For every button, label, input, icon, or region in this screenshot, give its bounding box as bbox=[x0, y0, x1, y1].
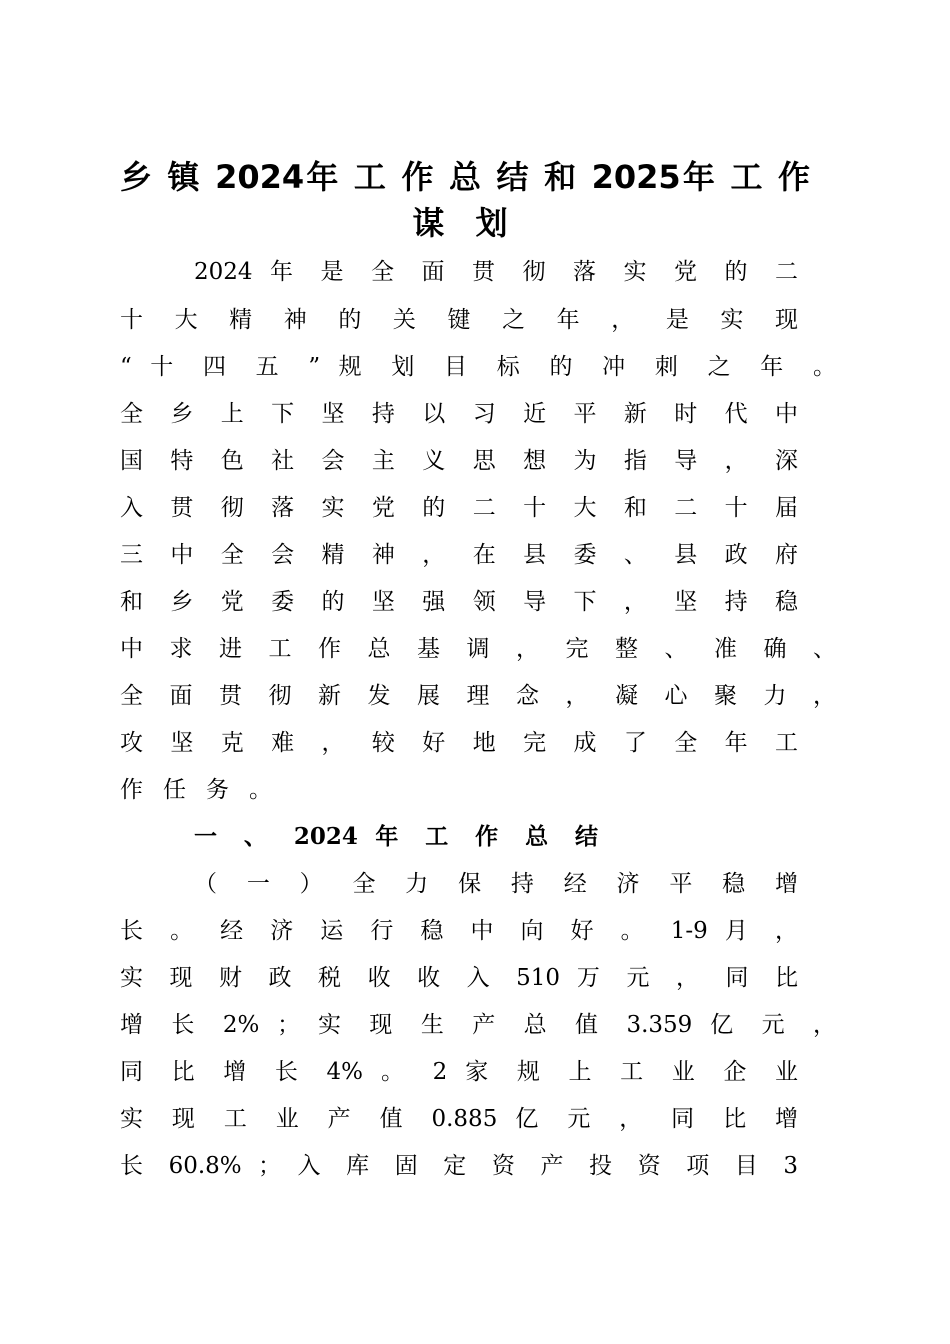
section-line: 实 现 财 政 税 收 收 入 510 万 元 ， 同 比 bbox=[120, 965, 798, 991]
intro-line: 三 中 全 会 精 神 ， 在 县 委 、 县 政 府 bbox=[120, 542, 798, 568]
section-line: 同 比 增 长 4% 。 2 家 规 上 工 业 企 业 bbox=[120, 1059, 798, 1085]
intro-line: 十 大 精 神 的 关 键 之 年 ， 是 实 现 bbox=[120, 307, 798, 333]
intro-line: 全 面 贯 彻 新 发 展 理 念 ， 凝 心 聚 力 ， bbox=[120, 683, 836, 709]
section-line: 长 。 经 济 运 行 稳 中 向 好 。 1-9 月 ， bbox=[120, 918, 798, 944]
intro-line: 中 求 进 工 作 总 基 调 ， 完 整 、 准 确 、 bbox=[120, 636, 836, 662]
section-line: 长 60.8% ； 入 库 固 定 资 产 投 资 项 目 3 bbox=[120, 1153, 798, 1179]
section-line: 实 现 工 业 产 值 0.885 亿 元 ， 同 比 增 bbox=[120, 1106, 798, 1132]
section-line: 增 长 2% ； 实 现 生 产 总 值 3.359 亿 元 ， bbox=[120, 1012, 836, 1038]
intro-line: 攻 坚 克 难 ， 较 好 地 完 成 了 全 年 工 bbox=[120, 730, 798, 756]
section-line: （ 一 ） 全 力 保 持 经 济 平 稳 增 bbox=[194, 871, 798, 897]
intro-line: 和 乡 党 委 的 坚 强 领 导 下 ， 坚 持 稳 bbox=[120, 589, 798, 615]
intro-line: 作任务。 bbox=[120, 777, 292, 803]
intro-line: 入 贯 彻 落 实 党 的 二 十 大 和 二 十 届 bbox=[120, 495, 798, 521]
intro-line: 2024 年 是 全 面 贯 彻 落 实 党 的 二 bbox=[194, 259, 798, 285]
intro-line: 全 乡 上 下 坚 持 以 习 近 平 新 时 代 中 bbox=[120, 401, 798, 427]
document-title-line-2: 谋 划 bbox=[412, 204, 518, 242]
intro-line: “ 十 四 五 ” 规 划 目 标 的 冲 刺 之 年 。 bbox=[120, 354, 836, 380]
document-title-line-1: 乡 镇 2024年 工 作 总 结 和 2025年 工 作 bbox=[120, 158, 810, 196]
section-heading: 一 、 2024 年 工 作 总 结 bbox=[194, 823, 598, 850]
intro-line: 国 特 色 社 会 主 义 思 想 为 指 导 ， 深 bbox=[120, 448, 798, 474]
